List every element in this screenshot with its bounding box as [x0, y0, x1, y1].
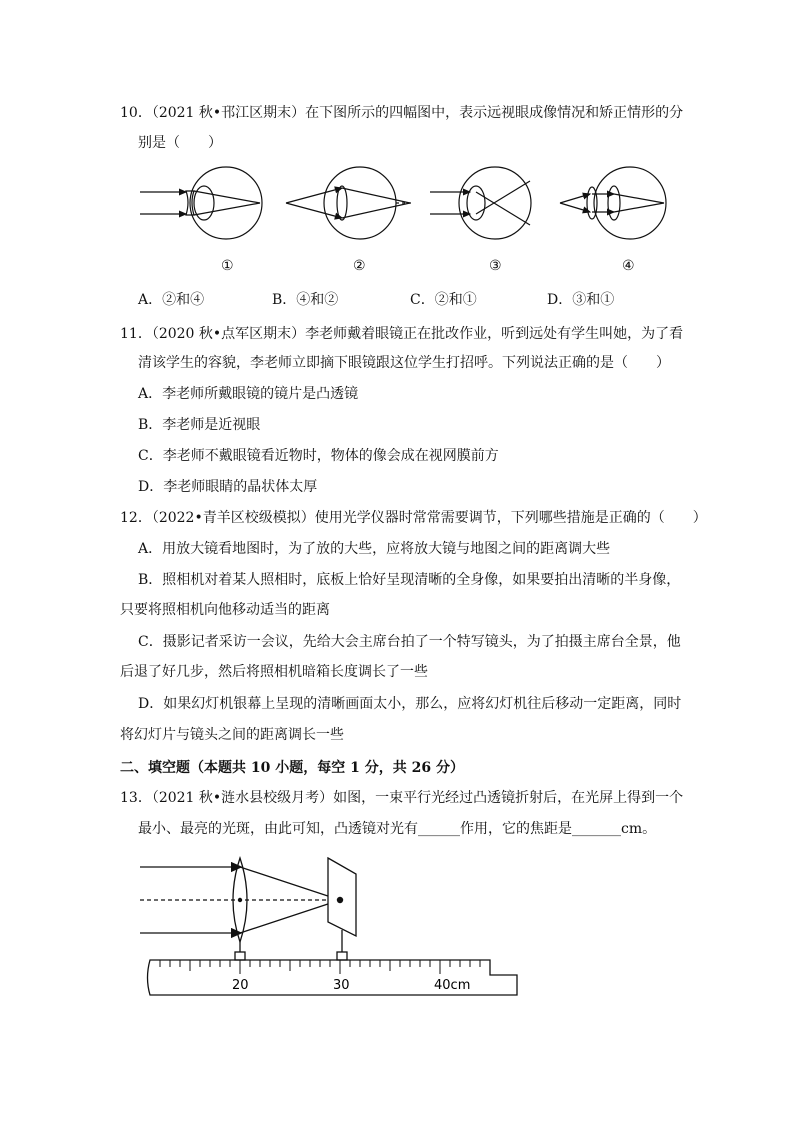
figure-label-4: ④ [622, 258, 635, 274]
q12-option-b-line2: 只要将照相机向他移动适当的距离 [120, 602, 330, 618]
q12-stem: 12．（2022•青羊区校级模拟）使用光学仪器时常常需要调节，下列哪些措施是正确的（ ） [120, 510, 707, 526]
q11-option-c: C．李老师不戴眼镜看近物时，物体的像会成在视网膜前方 [138, 448, 499, 464]
ruler-label-20: 20 [232, 978, 249, 993]
section-title: 二、填空题（本题共 10 小题，每空 1 分，共 26 分） [120, 760, 464, 776]
q13-lens-ruler-diagram [0, 850, 794, 1010]
q12-option-d-line1: D．如果幻灯机银幕上呈现的清晰画面太小，那么，应将幻灯机往后移动一定距离，同时 [138, 696, 682, 712]
eye-diagram-1 [140, 167, 262, 239]
q11-stem-line1: 11．（2020 秋•点军区期末）李老师戴着眼镜正在批改作业，听到远处有学生叫她，为了看 [120, 326, 684, 342]
q12-option-b-line1: B．照相机对着某人照相时，底板上恰好呈现清晰的全身像，如果要拍出清晰的半身像， [138, 572, 681, 588]
q10-option-b: B．④和② [272, 292, 339, 308]
eye-diagram-2 [286, 167, 412, 239]
q11-stem-line2: 清该学生的容貌，李老师立即摘下眼镜跟这位学生打招呼。下列说法正确的是（ ） [138, 355, 670, 371]
q10-stem-line2: 别是（ ） [138, 135, 222, 151]
eye-diagram-3 [430, 167, 531, 239]
q13-stem-line1: 13．（2021 秋•涟水县校级月考）如图，一束平行光经过凸透镜折射后，在光屏上得到一个 [120, 790, 684, 806]
q12-option-c-line1: C．摄影记者采访一会议，先给大会主席台拍了一个特写镜头，为了拍摄主席台全景，他 [138, 634, 681, 650]
eye-diagram-4 [560, 167, 666, 239]
ruler-label-40cm: 40cm [434, 978, 471, 993]
q10-option-c: C．②和① [410, 292, 477, 308]
q12-option-a: A．用放大镜看地图时，为了放的大些，应将放大镜与地图之间的距离调大些 [138, 541, 611, 557]
refracted-ray-top [240, 867, 340, 900]
q12-option-d-line2: 将幻灯片与镜头之间的距离调长一些 [120, 727, 344, 743]
q11-option-b: B．李老师是近视眼 [138, 417, 261, 433]
figure-label-1: ① [221, 258, 234, 274]
q13-stem-line2: 最小、最亮的光斑，由此可知，凸透镜对光有______作用，它的焦距是_______cm。 [138, 821, 657, 837]
q11-option-d: D．李老师眼睛的晶状体太厚 [138, 479, 318, 495]
refracted-ray-bottom [240, 900, 340, 933]
q12-option-c-line2: 后退了好几步，然后将照相机暗箱长度调长了一些 [120, 664, 428, 680]
q10-option-d: D．③和① [547, 292, 615, 308]
focal-spot [337, 897, 343, 903]
q10-eye-diagrams [0, 165, 794, 265]
q11-option-a: A．李老师所戴眼镜的镜片是凸透镜 [138, 386, 359, 402]
figure-label-3: ③ [489, 258, 502, 274]
ruler-label-30: 30 [333, 978, 350, 993]
light-screen [328, 858, 356, 936]
q10-option-a: A．②和④ [138, 292, 205, 308]
lens-center [238, 898, 242, 902]
figure-label-2: ② [353, 258, 366, 274]
q10-stem-line1: 10．（2021 秋•邗江区期末）在下图所示的四幅图中，表示远视眼成像情况和矫正情形的分 [120, 105, 684, 121]
